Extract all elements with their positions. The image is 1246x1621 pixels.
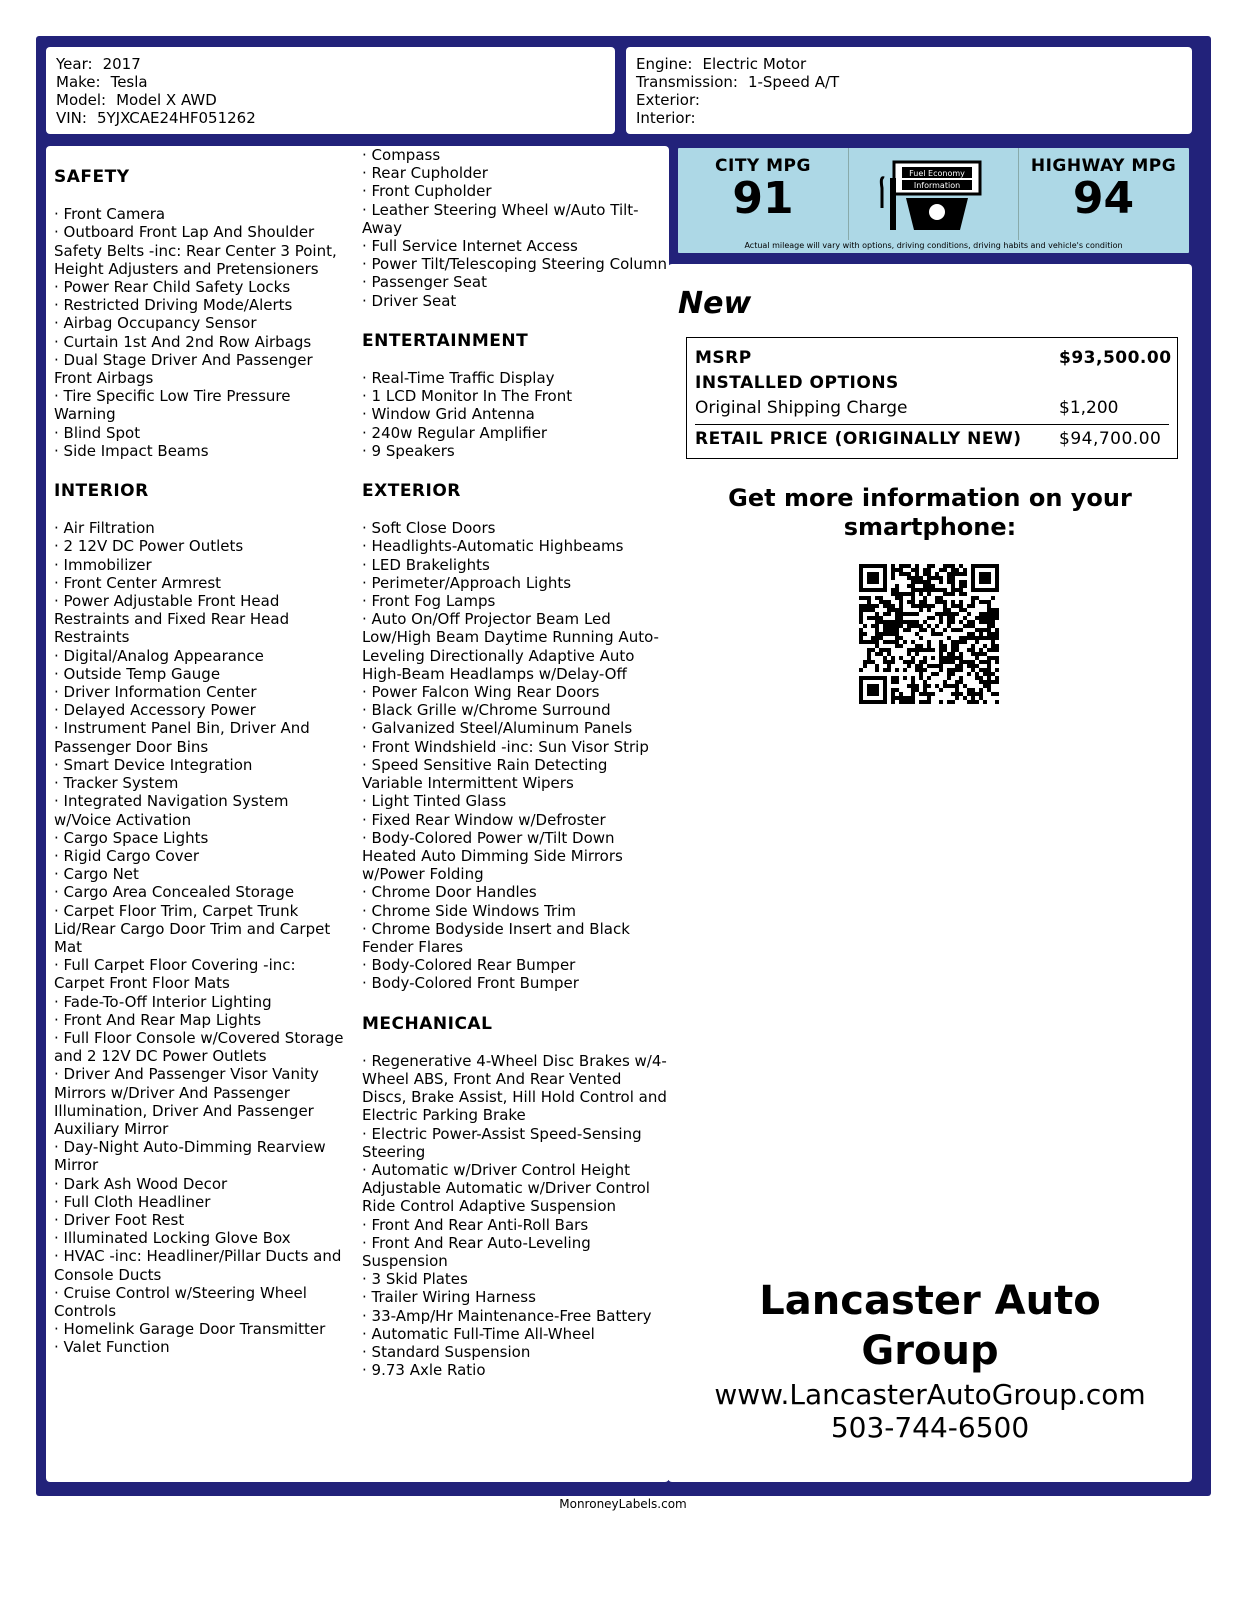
feature-item: · Blind Spot — [54, 424, 349, 442]
feature-item: · HVAC -inc: Headliner/Pillar Ducts and Console Ducts — [54, 1247, 349, 1283]
feature-item: · Driver Foot Rest — [54, 1211, 349, 1229]
pricing-panel — [668, 264, 1192, 1482]
feature-item: · 3 Skid Plates — [362, 1270, 668, 1288]
feature-item: · Immobilizer — [54, 556, 349, 574]
safety-list — [54, 205, 349, 460]
feature-item: · Air Filtration — [54, 519, 349, 537]
section-title-entertainment: ENTERTAINMENT — [362, 330, 529, 351]
feature-item: · Full Carpet Floor Covering -inc: Carpet Front Floor Mats — [54, 956, 349, 992]
feature-item: · Instrument Panel Bin, Driver And Passenger Door Bins — [54, 719, 349, 755]
feature-item: · Body-Colored Front Bumper — [362, 974, 668, 992]
city-mpg-value: 91 — [732, 173, 794, 224]
smartphone-prompt-line1: Get more information on your — [728, 484, 1132, 512]
feature-item: · Front And Rear Anti-Roll Bars — [362, 1216, 668, 1234]
feature-item: · Illuminated Locking Glove Box — [54, 1229, 349, 1247]
dealer-name-line2: Group — [861, 1328, 999, 1374]
feature-item: · Power Adjustable Front Head Restraints and Fixed Rear Head Restraints — [54, 592, 349, 647]
feature-item: · 9 Speakers — [362, 442, 668, 460]
msrp-row — [695, 346, 1172, 371]
feature-item: · Full Service Internet Access — [362, 237, 668, 255]
feature-item: · LED Brakelights — [362, 556, 668, 574]
feature-item: · Side Impact Beams — [54, 442, 349, 460]
feature-item: · Automatic Full-Time All-Wheel — [362, 1325, 668, 1343]
feature-item: · 240w Regular Amplifier — [362, 424, 668, 442]
vin-label: VIN: — [56, 109, 87, 127]
feature-item: · Valet Function — [54, 1338, 349, 1356]
dealer-name-line1: Lancaster Auto — [759, 1278, 1101, 1324]
retail-price-row — [695, 424, 1169, 452]
feature-item: · Outboard Front Lap And Shoulder Safety Belts -inc: Rear Center 3 Point, Height Adjusters and Pretensioners — [54, 223, 349, 278]
engine-label: Engine: — [636, 55, 693, 73]
entertainment-list — [362, 369, 668, 460]
engine-row — [636, 55, 1182, 73]
model-value: Model X AWD — [116, 91, 217, 109]
feature-item: · Speed Sensitive Rain Detecting Variable Intermittent Wipers — [362, 756, 668, 792]
feature-item: · Soft Close Doors — [362, 519, 668, 537]
year-value: 2017 — [102, 55, 141, 73]
feature-item: · Tire Specific Low Tire Pressure Warning — [54, 387, 349, 423]
feature-item: · Cargo Space Lights — [54, 829, 349, 847]
option-row — [695, 396, 1169, 421]
model-label: Model: — [56, 91, 107, 109]
features-column-left — [54, 146, 349, 1357]
installed-options-label: INSTALLED OPTIONS — [695, 373, 899, 393]
feature-item: · Body-Colored Power w/Tilt Down Heated Auto Dimming Side Mirrors w/Power Folding — [362, 829, 668, 884]
feature-item: · Regenerative 4-Wheel Disc Brakes w/4-Wheel ABS, Front And Rear Vented Discs, Brake Assist, Hill Hold Control and Electric Parking Brake — [362, 1052, 668, 1125]
section-title-mechanical: MECHANICAL — [362, 1013, 493, 1034]
fuel-economy-panel — [676, 146, 1191, 255]
feature-item: · Rigid Cargo Cover — [54, 847, 349, 865]
feature-item: · Window Grid Antenna — [362, 405, 668, 423]
feature-item: · Front Windshield -inc: Sun Visor Strip — [362, 738, 668, 756]
section-title-interior: INTERIOR — [54, 481, 149, 502]
city-mpg — [678, 148, 849, 240]
feature-item: · Electric Power-Assist Speed-Sensing Steering — [362, 1125, 668, 1161]
feature-item: · Front Cupholder — [362, 182, 668, 200]
feature-item: · Standard Suspension — [362, 1343, 668, 1361]
feature-item: · Carpet Floor Trim, Carpet Trunk Lid/Rear Cargo Door Trim and Carpet Mat — [54, 902, 349, 957]
smartphone-prompt — [668, 484, 1192, 542]
feature-item: · Restricted Driving Mode/Alerts — [54, 296, 349, 314]
feature-item: · Trailer Wiring Harness — [362, 1288, 668, 1306]
feature-item: · Passenger Seat — [362, 273, 668, 291]
city-mpg-label: CITY MPG — [715, 156, 811, 176]
feature-item: · Curtain 1st And 2nd Row Airbags — [54, 333, 349, 351]
feature-item: · 2 12V DC Power Outlets — [54, 537, 349, 555]
feature-item: · Smart Device Integration — [54, 756, 349, 774]
installed-options-row — [695, 371, 1169, 396]
icon-text-line2: Information — [913, 181, 961, 190]
feature-item: · Dark Ash Wood Decor — [54, 1175, 349, 1193]
feature-item: · Front And Rear Auto-Leveling Suspension — [362, 1234, 668, 1270]
feature-item: · Homelink Garage Door Transmitter — [54, 1320, 349, 1338]
feature-item: · Chrome Bodyside Insert and Black Fender Flares — [362, 920, 668, 956]
feature-item: · Galvanized Steel/Aluminum Panels — [362, 719, 668, 737]
transmission-row — [636, 73, 1182, 91]
interior-list-continued — [362, 146, 668, 310]
vehicle-info — [46, 47, 615, 134]
retail-price-value: $94,700.00 — [1059, 429, 1162, 449]
feature-item: · Power Falcon Wing Rear Doors — [362, 683, 668, 701]
footer-credit: MonroneyLabels.com — [559, 1497, 687, 1511]
feature-item: · Perimeter/Approach Lights — [362, 574, 668, 592]
make-label: Make: — [56, 73, 101, 91]
feature-item: · Driver And Passenger Visor Vanity Mirrors w/Driver And Passenger Illumination, Driver And Passenger Auxiliary Mirror — [54, 1065, 349, 1138]
highway-mpg — [1018, 148, 1189, 240]
feature-item: · Black Grille w/Chrome Surround — [362, 701, 668, 719]
feature-item: · Auto On/Off Projector Beam Led Low/High Beam Daytime Running Auto-Leveling Directionally Adaptive Auto High-Beam Headlamps w/Delay-Off — [362, 610, 668, 683]
feature-item: · Delayed Accessory Power — [54, 701, 349, 719]
interior-row — [636, 109, 1182, 127]
mpg-disclaimer: Actual mileage will vary with options, driving conditions, driving habits and vehicle's condition — [744, 241, 1123, 250]
feature-item: · Driver Seat — [362, 292, 668, 310]
feature-item: · Front Fog Lamps — [362, 592, 668, 610]
msrp-value: $93,500.00 — [1059, 348, 1172, 368]
option-label: Original Shipping Charge — [695, 398, 908, 418]
year-label: Year: — [56, 55, 93, 73]
feature-item: · Rear Cupholder — [362, 164, 668, 182]
feature-item: · Cargo Net — [54, 865, 349, 883]
icon-text-line1: Fuel Economy — [909, 169, 965, 178]
feature-item: · Compass — [362, 146, 668, 164]
feature-item: · Front And Rear Map Lights — [54, 1011, 349, 1029]
feature-item: · 9.73 Axle Ratio — [362, 1361, 668, 1379]
vin-row — [56, 109, 605, 127]
feature-item: · Airbag Occupancy Sensor — [54, 314, 349, 332]
feature-item: · Fade-To-Off Interior Lighting — [54, 993, 349, 1011]
option-value: $1,200 — [1059, 398, 1119, 418]
feature-item: · 1 LCD Monitor In The Front — [362, 387, 668, 405]
highway-mpg-label: HIGHWAY MPG — [1030, 156, 1177, 176]
feature-item: · Outside Temp Gauge — [54, 665, 349, 683]
price-table — [686, 337, 1178, 459]
interior-label: Interior: — [636, 109, 696, 127]
feature-item: · Chrome Door Handles — [362, 883, 668, 901]
feature-item: · Light Tinted Glass — [362, 792, 668, 810]
exterior-row — [636, 91, 1182, 109]
exterior-list — [362, 519, 668, 992]
feature-item: · Automatic w/Driver Control Height Adjustable Automatic w/Driver Control Ride Control Adaptive Suspension — [362, 1161, 668, 1216]
section-title-exterior: EXTERIOR — [362, 481, 461, 502]
features-panel — [46, 146, 669, 1482]
condition-label: New — [678, 286, 752, 321]
spec-info — [626, 47, 1192, 134]
make-row — [56, 73, 605, 91]
engine-value: Electric Motor — [702, 55, 807, 73]
msrp-label: MSRP — [695, 348, 752, 368]
feature-item: · 33-Amp/Hr Maintenance-Free Battery — [362, 1307, 668, 1325]
feature-item: · Chrome Side Windows Trim — [362, 902, 668, 920]
interior-list — [54, 519, 349, 1356]
highway-mpg-value: 94 — [1072, 173, 1135, 224]
feature-item: · Front Camera — [54, 205, 349, 223]
feature-item: · Headlights-Automatic Highbeams — [362, 537, 668, 555]
year-row — [56, 55, 605, 73]
feature-item: · Cruise Control w/Steering Wheel Controls — [54, 1284, 349, 1320]
feature-item: · Driver Information Center — [54, 683, 349, 701]
dealer-phone[interactable]: 503-744-6500 — [830, 1411, 1030, 1444]
feature-item: · Day-Night Auto-Dimming Rearview Mirror — [54, 1138, 349, 1174]
retail-price-label: RETAIL PRICE (ORIGINALLY NEW) — [695, 429, 1022, 449]
feature-item: · Real-Time Traffic Display — [362, 369, 668, 387]
feature-item: · Digital/Analog Appearance — [54, 647, 349, 665]
qr-code-icon[interactable] — [859, 564, 999, 704]
dealer-name — [668, 1276, 1192, 1376]
exterior-label: Exterior: — [636, 91, 700, 109]
feature-item: · Body-Colored Rear Bumper — [362, 956, 668, 974]
vin-value: 5YJXCAE24HF051262 — [96, 109, 256, 127]
dealer-website[interactable]: www.LancasterAutoGroup.com — [714, 1378, 1146, 1411]
fuel-pump-icon — [848, 148, 1019, 240]
section-title-safety: SAFETY — [54, 167, 130, 187]
feature-item: · Full Floor Console w/Covered Storage and 2 12V DC Power Outlets — [54, 1029, 349, 1065]
make-value: Tesla — [110, 73, 148, 91]
feature-item: · Fixed Rear Window w/Defroster — [362, 811, 668, 829]
feature-item: · Power Tilt/Telescoping Steering Column — [362, 255, 668, 273]
feature-item: · Full Cloth Headliner — [54, 1193, 349, 1211]
transmission-value: 1-Speed A/T — [747, 73, 840, 91]
feature-item: · Integrated Navigation System w/Voice Activation — [54, 792, 349, 828]
transmission-label: Transmission: — [636, 73, 738, 91]
feature-item: · Power Rear Child Safety Locks — [54, 278, 349, 296]
dealer-info — [668, 1276, 1192, 1444]
feature-item: · Dual Stage Driver And Passenger Front Airbags — [54, 351, 349, 387]
features-column-right — [362, 146, 668, 1379]
feature-item: · Front Center Armrest — [54, 574, 349, 592]
model-row — [56, 91, 605, 109]
feature-item: · Cargo Area Concealed Storage — [54, 883, 349, 901]
feature-item: · Leather Steering Wheel w/Auto Tilt-Away — [362, 201, 668, 237]
mechanical-list — [362, 1052, 668, 1380]
smartphone-prompt-line2: smartphone: — [843, 513, 1017, 541]
feature-item: · Tracker System — [54, 774, 349, 792]
